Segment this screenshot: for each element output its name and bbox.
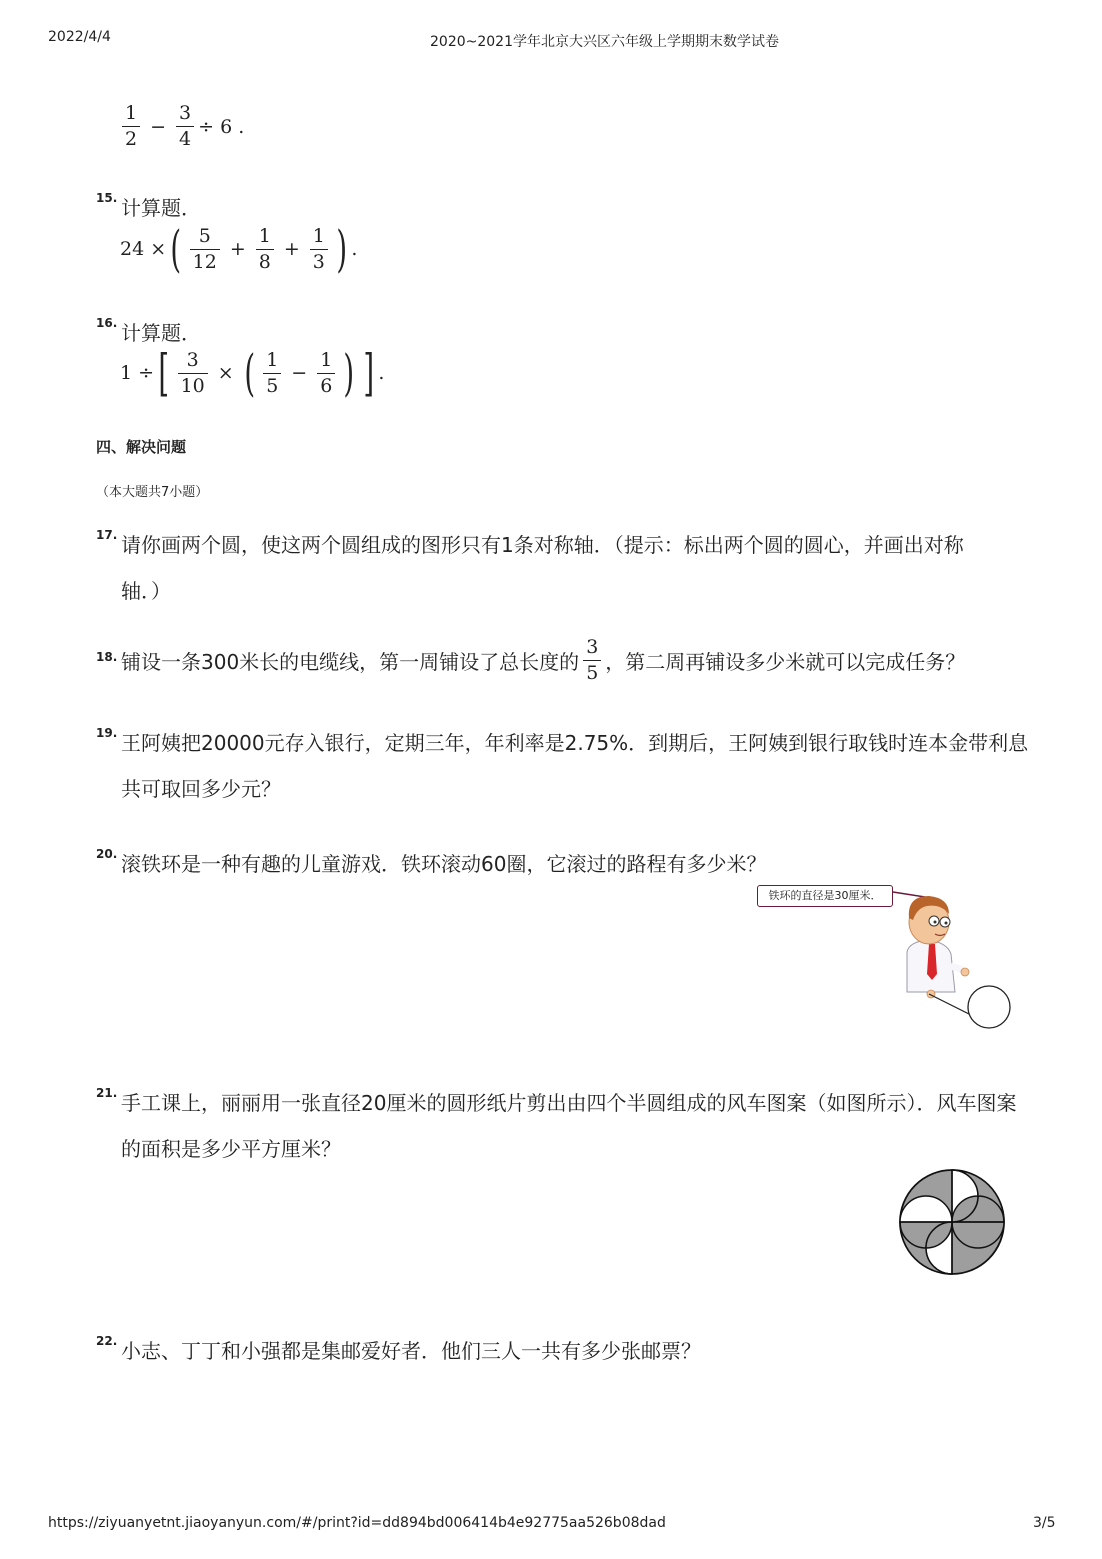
header-date: 2022/4/4 xyxy=(48,29,111,45)
speech-bubble: 铁环的直径是30厘米． xyxy=(757,885,893,907)
q21-line2: 的面积是多少平方厘米？ xyxy=(121,1137,341,1161)
left-paren: ( xyxy=(170,220,182,278)
left-paren: ( xyxy=(244,344,255,402)
q14-fraction-1: $\frac{1}{2}$ xyxy=(122,104,140,149)
q15-fraction-1: $\frac{5}{12}$ xyxy=(190,227,220,272)
q15-fraction-2: $\frac{1}{8}$ xyxy=(256,227,274,272)
right-bracket: ] xyxy=(363,344,374,402)
q16-number: 16. xyxy=(96,316,118,330)
q17-line2: 轴．） xyxy=(121,579,171,603)
q18-fraction: $\frac{3}{5}$ xyxy=(583,638,601,683)
q21-line1: 手工课上，丽丽用一张直径20厘米的圆形纸片剪出由四个半圆组成的风车图案（如图所示）．风车图案 xyxy=(121,1091,1017,1115)
q15-expression: 24 × ( $\frac{5}{12}$ + $\frac{1}{8}$ + $\frac{1}{3}$ ) . xyxy=(120,220,358,278)
q19-number: 19. xyxy=(96,726,118,740)
header-title: 2020~2021学年北京大兴区六年级上学期期末数学试卷 xyxy=(430,34,779,50)
q21-number: 21. xyxy=(96,1086,118,1100)
q17-line1: 请你画两个圆，使这两个圆组成的图形只有1条对称轴．（提示：标出两个圆的圆心，并画出对称 xyxy=(121,533,964,557)
right-paren: ) xyxy=(336,220,347,278)
q19-line1: 王阿姨把20000元存入银行，定期三年，年利率是2.75%．到期后，王阿姨到银行取钱时连本金带利息 xyxy=(121,731,1029,755)
q15-number: 15. xyxy=(96,191,118,205)
q17-number: 17. xyxy=(96,528,118,542)
section-title: 四、解决问题 xyxy=(96,438,187,456)
right-paren: ) xyxy=(343,344,355,402)
q16-fraction-1: $\frac{3}{10}$ xyxy=(178,351,208,396)
q20-text: 滚铁环是一种有趣的儿童游戏．铁环滚动60圈，它滚过的路程有多少米？ xyxy=(121,852,767,876)
pinwheel-figure xyxy=(898,1168,1006,1276)
q22-number: 22. xyxy=(96,1334,118,1348)
q14-expression: $\frac{1}{2}$ − $\frac{3}{4}$ ÷ 6 . xyxy=(118,104,244,149)
q15-fraction-3: $\frac{1}{3}$ xyxy=(310,227,328,272)
q16-expression: 1 ÷ [ $\frac{3}{10}$ × ( $\frac{1}{5}$ − $\frac{1}{6}$ ) ] . xyxy=(120,344,385,402)
q14-fraction-2: $\frac{3}{4}$ xyxy=(176,104,194,149)
q16-text: 计算题． xyxy=(121,321,201,345)
q22-text: 小志、丁丁和小强都是集邮爱好者．他们三人一共有多少张邮票？ xyxy=(121,1339,701,1363)
q16-fraction-2: $\frac{1}{5}$ xyxy=(263,351,281,396)
q18-number: 18. xyxy=(96,650,118,664)
q19-line2: 共可取回多少元？ xyxy=(121,777,281,801)
section-note: （本大题共7小题） xyxy=(96,485,209,500)
q15-text: 计算题． xyxy=(121,196,201,220)
q18-text: 铺设一条300米长的电缆线，第一周铺设了总长度的 $\frac{3}{5}$ ，第二周再铺设多少米就可以完成任务？ xyxy=(121,636,966,684)
q20-number: 20. xyxy=(96,847,118,861)
boy-and-hoop-drawing xyxy=(757,884,1013,1032)
left-bracket: [ xyxy=(158,344,170,402)
iron-hoop-illustration xyxy=(757,884,1013,1032)
q16-fraction-3: $\frac{1}{6}$ xyxy=(317,351,335,396)
footer-url[interactable]: https://ziyuanyetnt.jiaoyanyun.com/#/print?id=dd894bd006414b4e92775aa526b08dad xyxy=(48,1515,666,1531)
footer-page-number: 3/5 xyxy=(1033,1515,1056,1531)
